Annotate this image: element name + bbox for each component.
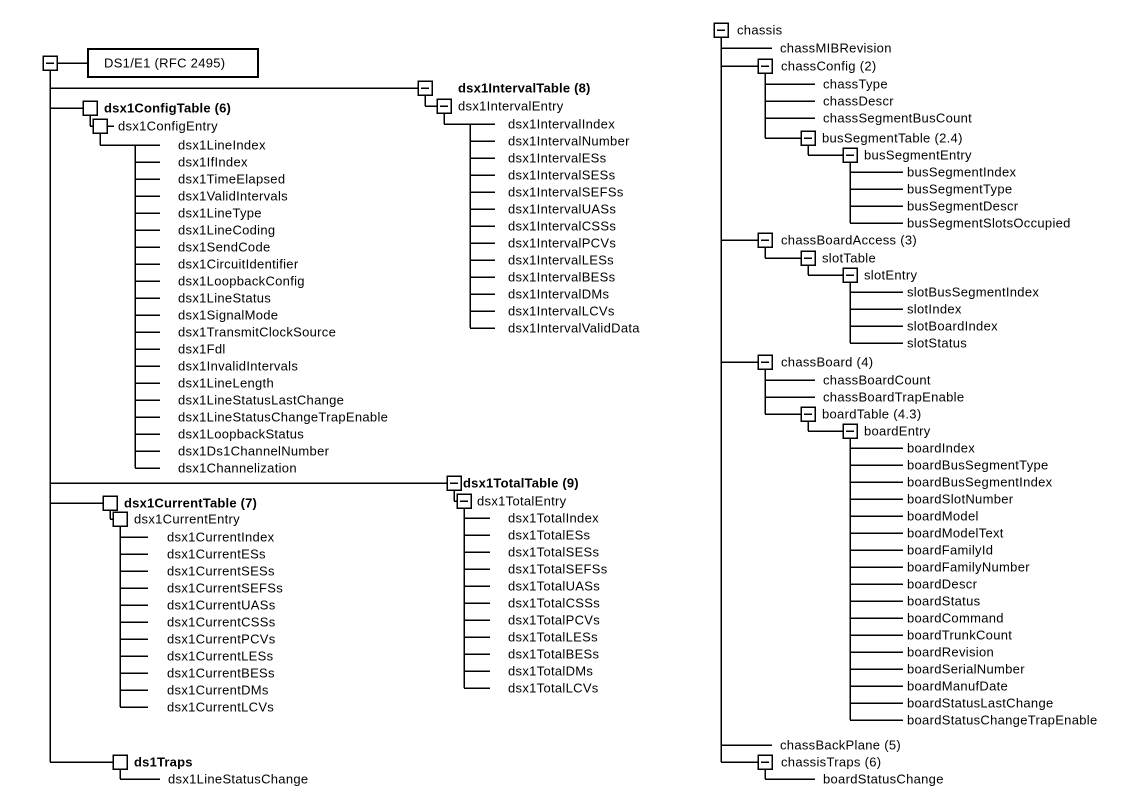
node-label-dsx1TotalIndex: dsx1TotalIndex	[508, 510, 599, 526]
collapse-toggle-dsx1TotalTable[interactable]	[447, 476, 461, 490]
node-label-dsx1TotalPCVs: dsx1TotalPCVs	[508, 612, 601, 628]
collapse-toggle-boardTable[interactable]	[801, 407, 815, 421]
node-label-chassConfig: chassConfig (2)	[781, 58, 877, 74]
node-label-dsx1InvalidIntervals: dsx1InvalidIntervals	[178, 358, 299, 374]
node-label-dsx1TotalBESs: dsx1TotalBESs	[508, 646, 600, 662]
node-label-dsx1IfIndex: dsx1IfIndex	[178, 154, 248, 170]
node-label-busSegmentDescr: busSegmentDescr	[907, 198, 1019, 214]
node-label-dsx1CurrentCSSs: dsx1CurrentCSSs	[167, 614, 276, 630]
node-label-chassBoardCount: chassBoardCount	[823, 372, 931, 388]
node-label-dsx1Channelization: dsx1Channelization	[178, 460, 297, 476]
node-label-busSegmentIndex: busSegmentIndex	[907, 164, 1017, 180]
node-label-dsx1TotalDMs: dsx1TotalDMs	[508, 663, 594, 679]
node-label-dsx1Fdl: dsx1Fdl	[178, 341, 226, 357]
node-label-dsx1TotalEntry: dsx1TotalEntry	[477, 493, 567, 509]
node-label-dsx1IntervalLESs: dsx1IntervalLESs	[508, 252, 614, 268]
node-label-dsx1LineStatusChangeTrapEnable: dsx1LineStatusChangeTrapEnable	[178, 409, 389, 425]
collapse-toggle-ds1Root[interactable]	[43, 56, 57, 70]
collapse-toggle-busSegmentEntry[interactable]	[843, 148, 857, 162]
node-label-dsx1SignalMode: dsx1SignalMode	[178, 307, 279, 323]
collapse-toggle-boardEntry[interactable]	[843, 424, 857, 438]
node-label-dsx1IntervalDMs: dsx1IntervalDMs	[508, 286, 610, 302]
collapse-toggle-slotTable[interactable]	[801, 251, 815, 265]
node-label-dsx1TotalSESs: dsx1TotalSESs	[508, 544, 600, 560]
node-square	[113, 755, 127, 769]
collapse-toggle-dsx1IntervalEntry[interactable]	[437, 99, 451, 113]
node-label-boardCommand: boardCommand	[907, 610, 1004, 626]
node-box-dsx1ConfigEntry[interactable]	[93, 119, 107, 133]
node-label-ds1Traps: ds1Traps	[134, 754, 193, 770]
node-label-slotBusSegmentIndex: slotBusSegmentIndex	[907, 284, 1040, 300]
node-label-dsx1TotalUASs: dsx1TotalUASs	[508, 578, 601, 594]
node-label-dsx1CurrentEntry: dsx1CurrentEntry	[134, 511, 240, 527]
collapse-toggle-chassisRoot[interactable]	[714, 23, 728, 37]
node-label-dsx1TotalSEFSs: dsx1TotalSEFSs	[508, 561, 608, 577]
node-label-dsx1IntervalValidData: dsx1IntervalValidData	[508, 320, 640, 336]
node-label-dsx1Ds1ChannelNumber: dsx1Ds1ChannelNumber	[178, 443, 330, 459]
node-label-dsx1IntervalCSSs: dsx1IntervalCSSs	[508, 218, 617, 234]
collapse-toggle-chassConfig[interactable]	[758, 59, 772, 73]
collapse-toggle-slotEntry[interactable]	[843, 268, 857, 282]
node-label-chassBoard: chassBoard (4)	[781, 354, 874, 370]
node-box-ds1Traps[interactable]	[113, 755, 127, 769]
node-label-boardTrunkCount: boardTrunkCount	[907, 627, 1013, 643]
node-label-dsx1CurrentESs: dsx1CurrentESs	[167, 546, 266, 562]
node-label-boardFamilyNumber: boardFamilyNumber	[907, 559, 1030, 575]
node-label-dsx1CurrentSEFSs: dsx1CurrentSEFSs	[167, 580, 284, 596]
node-label-dsx1CurrentLCVs: dsx1CurrentLCVs	[167, 699, 275, 715]
node-label-boardDescr: boardDescr	[907, 576, 978, 592]
node-label-dsx1LineStatusLastChange: dsx1LineStatusLastChange	[178, 392, 345, 408]
node-label-dsx1IntervalSEFSs: dsx1IntervalSEFSs	[508, 184, 624, 200]
node-label-dsx1CurrentIndex: dsx1CurrentIndex	[167, 529, 275, 545]
node-label-dsx1IntervalBESs: dsx1IntervalBESs	[508, 269, 616, 285]
node-label-dsx1LoopbackStatus: dsx1LoopbackStatus	[178, 426, 305, 442]
node-label-slotEntry: slotEntry	[864, 267, 918, 283]
node-label-slotTable: slotTable	[822, 250, 877, 266]
node-label-ds1Root: DS1/E1 (RFC 2495)	[104, 55, 226, 71]
collapse-toggle-dsx1TotalEntry[interactable]	[457, 494, 471, 508]
node-label-slotStatus: slotStatus	[907, 335, 968, 351]
node-label-dsx1LineStatus: dsx1LineStatus	[178, 290, 272, 306]
node-square	[103, 496, 117, 510]
node-label-chassBackPlane: chassBackPlane (5)	[780, 737, 902, 753]
node-label-chassisRoot: chassis	[737, 22, 783, 38]
node-label-boardEntry: boardEntry	[864, 423, 931, 439]
node-label-boardStatusLastChange: boardStatusLastChange	[907, 695, 1054, 711]
node-label-dsx1CircuitIdentifier: dsx1CircuitIdentifier	[178, 256, 299, 272]
node-label-dsx1CurrentSESs: dsx1CurrentSESs	[167, 563, 275, 579]
node-label-boardRevision: boardRevision	[907, 644, 995, 660]
node-label-dsx1TotalLESs: dsx1TotalLESs	[508, 629, 598, 645]
node-label-dsx1CurrentTable: dsx1CurrentTable (7)	[124, 495, 258, 511]
node-label-boardFamilyId: boardFamilyId	[907, 542, 994, 558]
node-square	[83, 101, 97, 115]
node-label-dsx1CurrentBESs: dsx1CurrentBESs	[167, 665, 275, 681]
node-label-chassBoardAccess: chassBoardAccess (3)	[781, 232, 918, 248]
node-label-dsx1LineCoding: dsx1LineCoding	[178, 222, 276, 238]
node-label-dsx1IntervalSESs: dsx1IntervalSESs	[508, 167, 616, 183]
node-label-chassisTraps: chassisTraps (6)	[781, 754, 882, 770]
node-label-dsx1LoopbackConfig: dsx1LoopbackConfig	[178, 273, 305, 289]
node-label-dsx1CurrentLESs: dsx1CurrentLESs	[167, 648, 274, 664]
node-label-dsx1LineType: dsx1LineType	[178, 205, 262, 221]
node-label-dsx1IntervalTable: dsx1IntervalTable (8)	[458, 80, 591, 96]
node-label-dsx1IntervalESs: dsx1IntervalESs	[508, 150, 607, 166]
node-label-dsx1CurrentDMs: dsx1CurrentDMs	[167, 682, 269, 698]
node-label-dsx1TotalLCVs: dsx1TotalLCVs	[508, 680, 599, 696]
collapse-toggle-busSegmentTable[interactable]	[801, 131, 815, 145]
node-label-busSegmentSlotsOccupied: busSegmentSlotsOccupied	[907, 215, 1071, 231]
node-label-boardIndex: boardIndex	[907, 440, 976, 456]
node-label-boardManufDate: boardManufDate	[907, 678, 1009, 694]
node-label-dsx1IntervalUASs: dsx1IntervalUASs	[508, 201, 617, 217]
node-label-busSegmentTable: busSegmentTable (2.4)	[822, 130, 963, 146]
node-label-dsx1IntervalPCVs: dsx1IntervalPCVs	[508, 235, 617, 251]
node-label-dsx1IntervalEntry: dsx1IntervalEntry	[458, 98, 564, 114]
node-label-boardSlotNumber: boardSlotNumber	[907, 491, 1014, 507]
node-square	[93, 119, 107, 133]
node-label-boardStatusChange: boardStatusChange	[823, 771, 944, 787]
node-label-dsx1ValidIntervals: dsx1ValidIntervals	[178, 188, 288, 204]
node-square	[113, 512, 127, 526]
node-label-chassSegmentBusCount: chassSegmentBusCount	[823, 110, 973, 126]
node-label-chassMIBRevision: chassMIBRevision	[780, 40, 892, 56]
node-label-dsx1CurrentUASs: dsx1CurrentUASs	[167, 597, 276, 613]
node-label-chassBoardTrapEnable: chassBoardTrapEnable	[823, 389, 965, 405]
node-label-dsx1LineStatusChange: dsx1LineStatusChange	[168, 771, 309, 787]
node-box-dsx1ConfigTable[interactable]	[83, 101, 97, 115]
node-label-dsx1ConfigEntry: dsx1ConfigEntry	[118, 118, 218, 134]
node-label-slotBoardIndex: slotBoardIndex	[907, 318, 998, 334]
collapse-toggle-dsx1IntervalTable[interactable]	[418, 81, 432, 95]
node-label-busSegmentEntry: busSegmentEntry	[864, 147, 972, 163]
node-label-boardModelText: boardModelText	[907, 525, 1004, 541]
node-label-dsx1SendCode: dsx1SendCode	[178, 239, 271, 255]
node-label-boardStatusChangeTrapEnable: boardStatusChangeTrapEnable	[907, 712, 1098, 728]
collapse-toggle-chassisTraps[interactable]	[758, 755, 772, 769]
node-label-dsx1TotalTable: dsx1TotalTable (9)	[463, 475, 579, 491]
node-label-dsx1IntervalNumber: dsx1IntervalNumber	[508, 133, 630, 149]
node-label-dsx1TimeElapsed: dsx1TimeElapsed	[178, 171, 286, 187]
node-label-boardTable: boardTable (4.3)	[822, 406, 922, 422]
node-label-dsx1TransmitClockSource: dsx1TransmitClockSource	[178, 324, 337, 340]
node-label-chassDescr: chassDescr	[823, 93, 894, 109]
node-label-boardModel: boardModel	[907, 508, 979, 524]
node-label-dsx1TotalESs: dsx1TotalESs	[508, 527, 591, 543]
node-box-dsx1CurrentTable[interactable]	[103, 496, 117, 510]
collapse-toggle-chassBoardAccess[interactable]	[758, 233, 772, 247]
node-label-dsx1LineIndex: dsx1LineIndex	[178, 137, 266, 153]
node-label-dsx1IntervalIndex: dsx1IntervalIndex	[508, 116, 615, 132]
node-label-boardSerialNumber: boardSerialNumber	[907, 661, 1025, 677]
node-label-dsx1IntervalLCVs: dsx1IntervalLCVs	[508, 303, 615, 319]
node-label-chassType: chassType	[823, 76, 888, 92]
node-label-dsx1CurrentPCVs: dsx1CurrentPCVs	[167, 631, 276, 647]
node-label-boardBusSegmentIndex: boardBusSegmentIndex	[907, 474, 1053, 490]
collapse-toggle-chassBoard[interactable]	[758, 355, 772, 369]
node-box-dsx1CurrentEntry[interactable]	[113, 512, 127, 526]
node-label-dsx1ConfigTable: dsx1ConfigTable (6)	[104, 100, 232, 116]
node-label-slotIndex: slotIndex	[907, 301, 962, 317]
node-label-busSegmentType: busSegmentType	[907, 181, 1013, 197]
node-label-boardBusSegmentType: boardBusSegmentType	[907, 457, 1049, 473]
node-label-dsx1TotalCSSs: dsx1TotalCSSs	[508, 595, 601, 611]
node-label-dsx1LineLength: dsx1LineLength	[178, 375, 274, 391]
node-label-boardStatus: boardStatus	[907, 593, 981, 609]
